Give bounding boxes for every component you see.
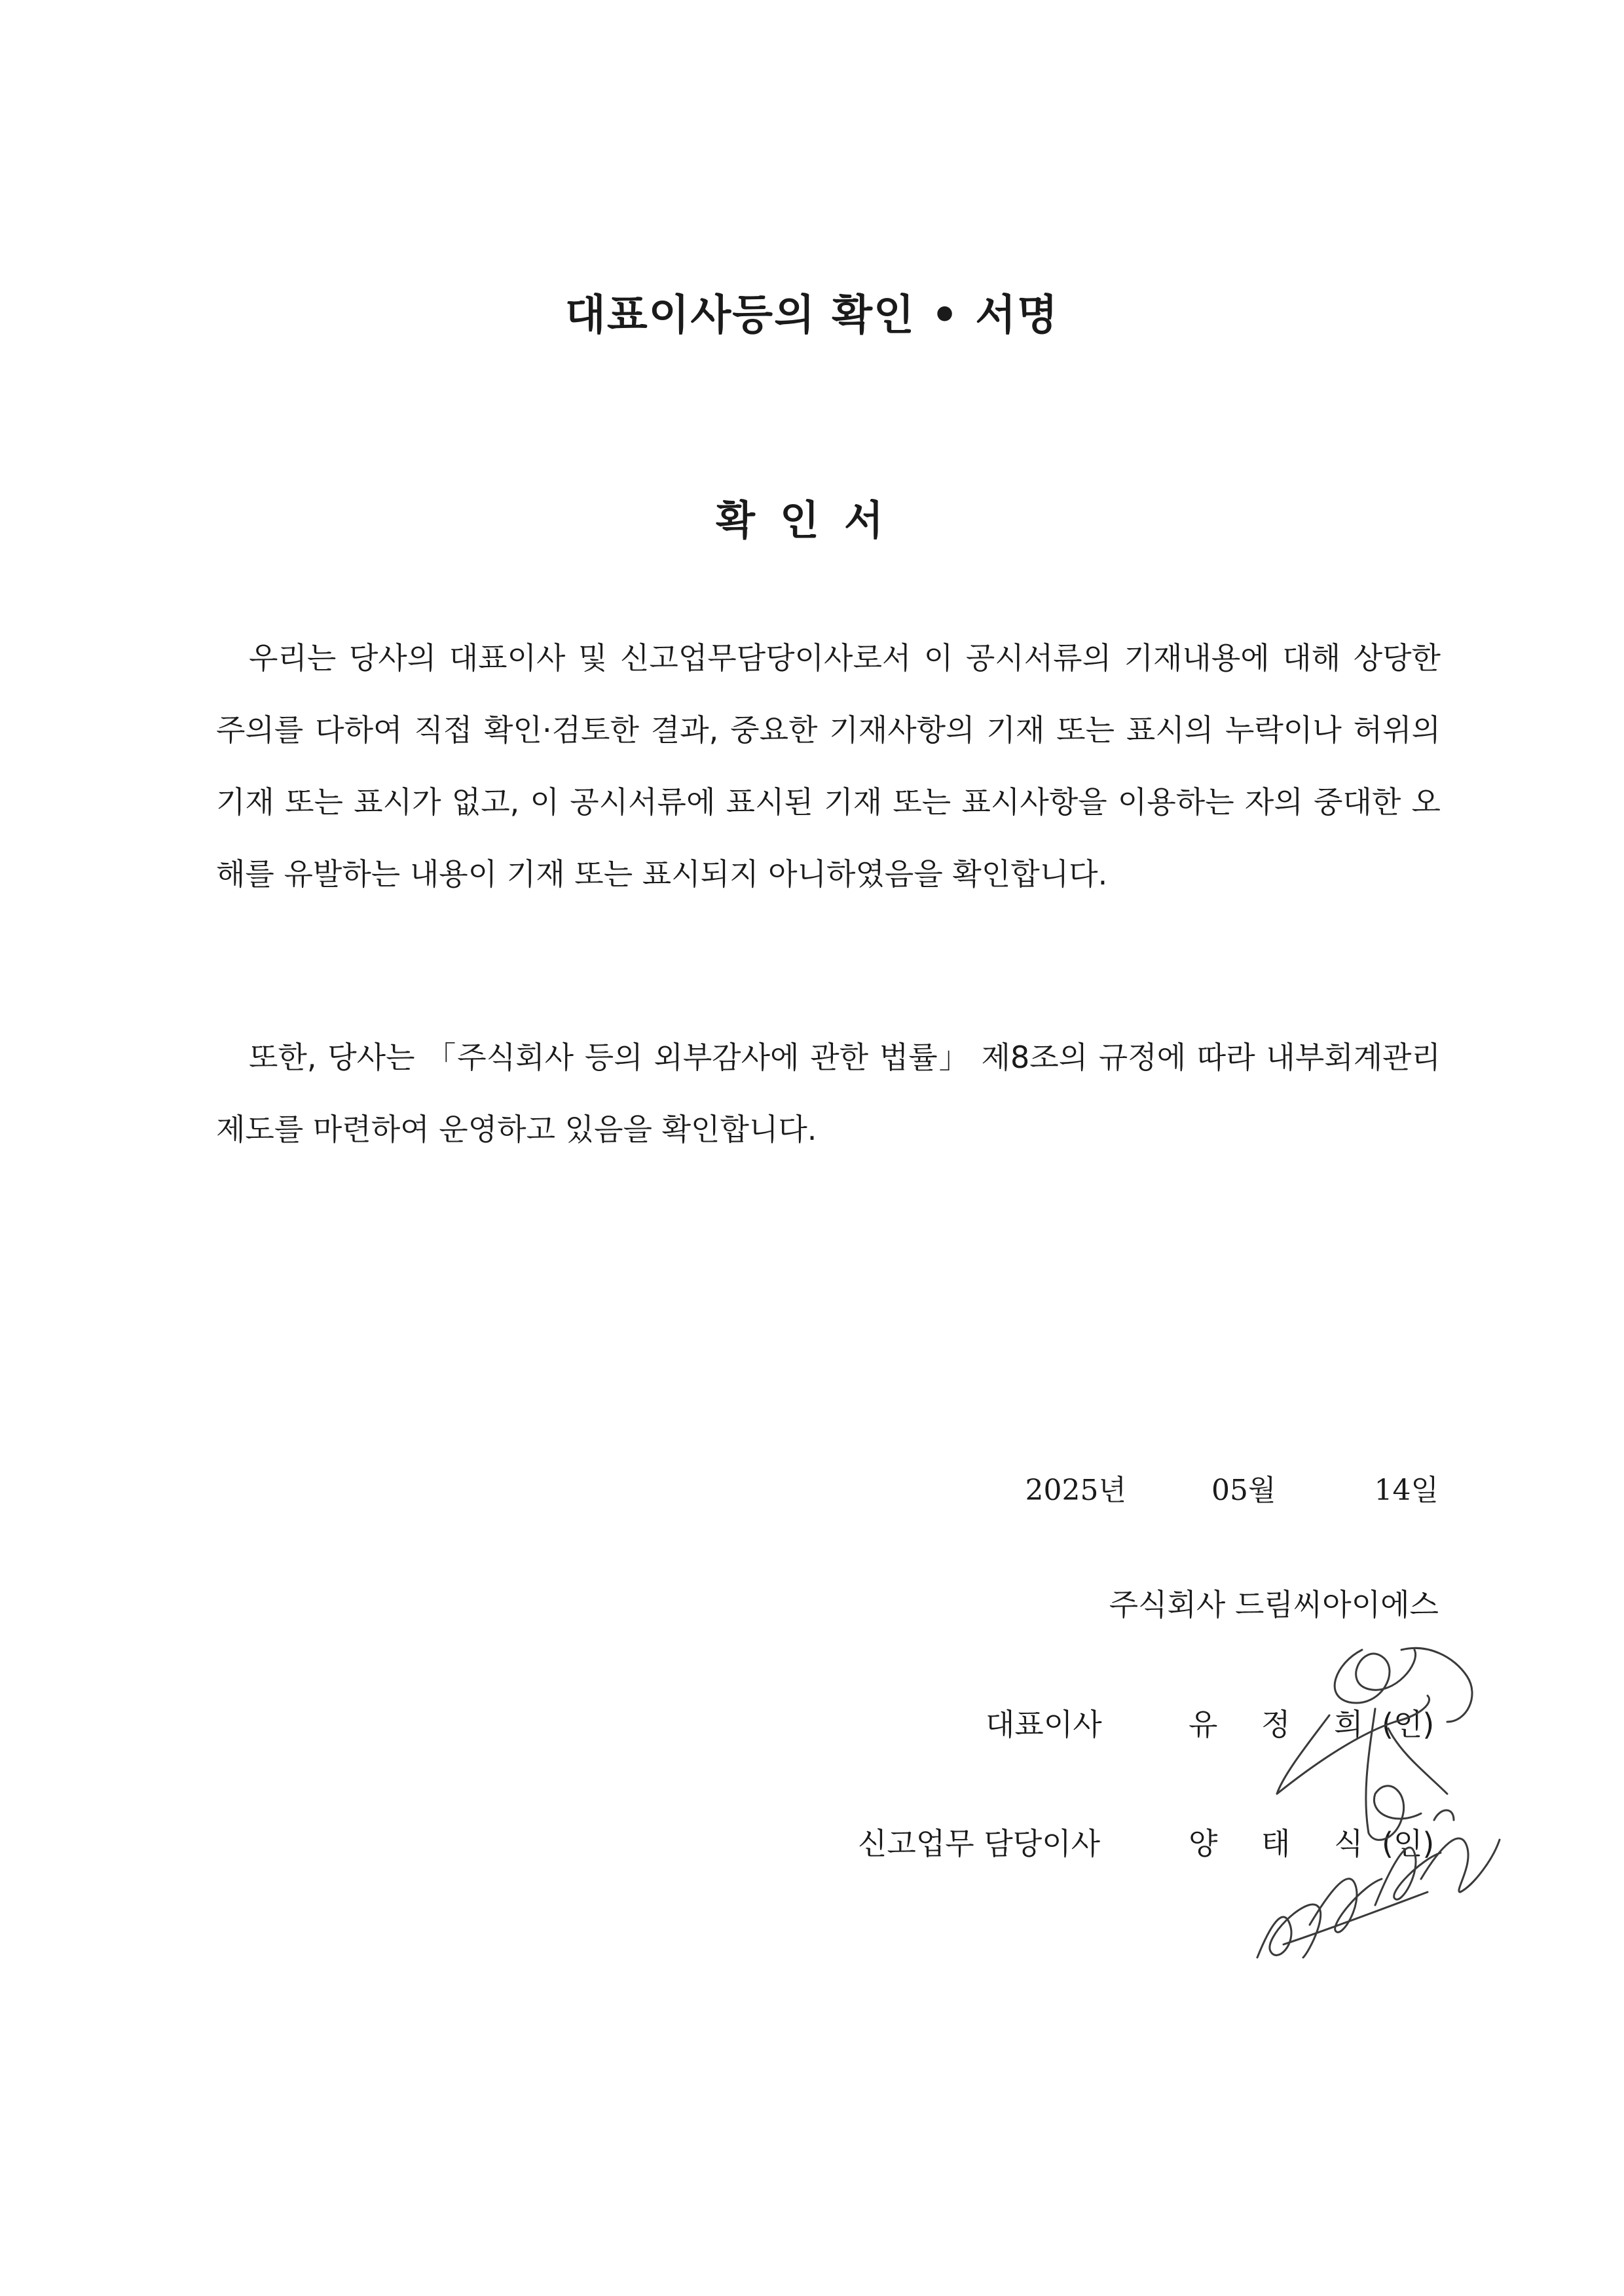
document-date xyxy=(1025,1467,1439,1508)
company-name: 주식회사 드림씨아이에스 xyxy=(1109,1587,1439,1622)
signatory-2-seal: (인) xyxy=(1382,1826,1435,1861)
document-subtitle: 확인서 xyxy=(716,496,908,544)
signatory-2-role: 신고업무 담당이사 xyxy=(858,1826,1101,1861)
paragraph-1-text: 우리는 당사의 대표이사 및 신고업무담당이사로서 이 공시서류의 기재내용에 대해 상당한 주의를 다하여 직접 확인·검토한 결과, 중요한 기재사항의 기재 또는 표시의 누락이나 허위의 기재 또는 표시가 없고, 이 공시서류에 표시된 기재 또는 표시사항을 이용하는 자의 중대한 오해를 유발하는 내용이 기재 또는 표시되지 아니하였음을 확인합니다. xyxy=(216,640,1441,892)
signatory-1-name: 유 정 희 xyxy=(1189,1707,1380,1742)
confirmation-paragraph-2 xyxy=(216,1021,1441,1165)
document-title: 대표이사등의 확인 • 서명 xyxy=(565,291,1059,340)
date-day: 14일 xyxy=(1374,1474,1439,1507)
signatory-1-seal: (인) xyxy=(1382,1707,1435,1742)
paragraph-2-text: 또한, 당사는 「주식회사 등의 외부감사에 관한 법률」 제8조의 규정에 따라 내부회계관리제도를 마련하여 운영하고 있음을 확인합니다. xyxy=(216,1040,1441,1147)
date-year: 2025년 xyxy=(1025,1474,1126,1507)
signatory-2-name: 양 태 식 xyxy=(1189,1826,1380,1861)
signatory-1-role: 대표이사 xyxy=(986,1707,1102,1742)
date-month: 05월 xyxy=(1211,1474,1276,1507)
confirmation-paragraph-1 xyxy=(216,622,1441,910)
